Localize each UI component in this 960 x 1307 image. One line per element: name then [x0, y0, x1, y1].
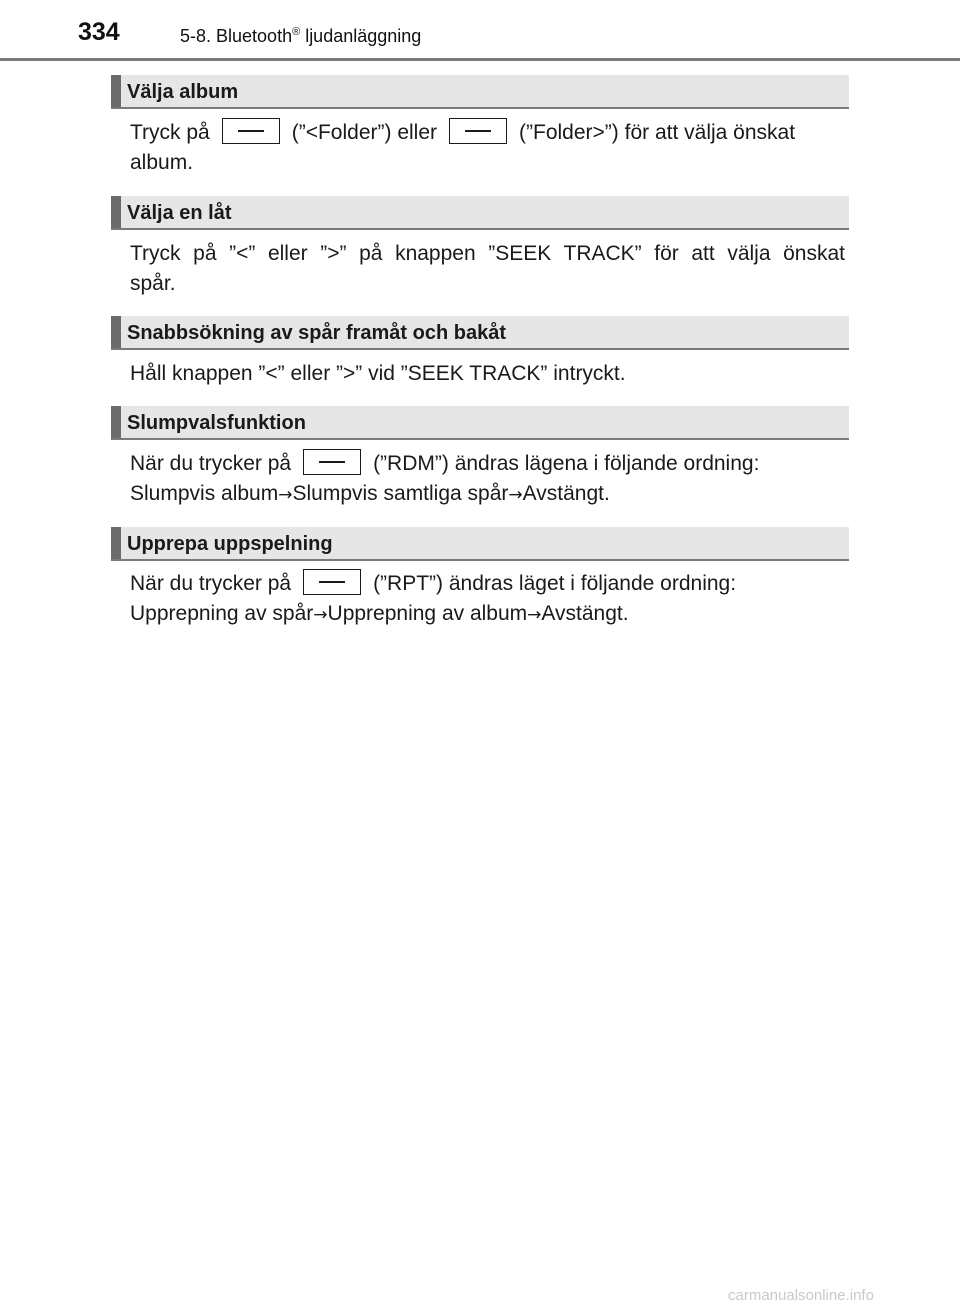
section-title: Upprepa uppspelning	[127, 533, 333, 555]
paragraph-seek	[130, 359, 845, 389]
page-header	[0, 0, 960, 62]
text-line: spår.	[130, 272, 176, 295]
text-line: Tryck på ”<” eller ”>” på knappen ”SEEK TRACK” för att välja önskat	[130, 242, 845, 265]
text-line: album.	[130, 151, 194, 174]
text-line: Slumpvis album→Slumpvis samtliga spår→Avstängt.	[130, 482, 610, 505]
section-heading-repeat	[111, 527, 849, 561]
button-symbol-folder-down	[222, 118, 280, 144]
watermark: carmanualsonline.info	[728, 1287, 874, 1304]
chapter-title: 5-8. Bluetooth® ljudanläggning	[180, 26, 422, 46]
section-title: Välja en låt	[127, 202, 232, 224]
button-symbol-folder-up	[449, 118, 507, 144]
section-heading-album	[111, 75, 849, 109]
paragraph-track	[130, 239, 845, 299]
section-heading-random	[111, 406, 849, 440]
arrow-icon: →	[527, 605, 542, 625]
section-title: Slumpvalsfunktion	[127, 412, 306, 434]
text-line: När du trycker på (”RDM”) ändras lägena i följande ordning:	[130, 449, 845, 479]
text-line: Håll knappen ”<” eller ”>” vid ”SEEK TRACK” intryckt.	[130, 362, 626, 385]
paragraph-repeat	[130, 569, 845, 630]
text-line: Upprepning av spår→Upprepning av album→Avstängt.	[130, 602, 629, 625]
paragraph-album	[130, 118, 845, 178]
section-title: Välja album	[127, 81, 239, 103]
arrow-icon: →	[313, 605, 328, 625]
header-rule	[0, 58, 960, 61]
button-symbol-rpt	[303, 569, 361, 595]
paragraph-random	[130, 449, 845, 510]
section-heading-seek	[111, 316, 849, 350]
arrow-icon: →	[278, 485, 293, 505]
section-heading-track	[111, 196, 849, 230]
section-title: Snabbsökning av spår framåt och bakåt	[127, 322, 506, 344]
text-line: Tryck på (”<Folder”) eller (”Folder>”) för att välja önskat	[130, 118, 845, 148]
button-symbol-rdm	[303, 449, 361, 475]
page-number: 334	[78, 18, 120, 46]
arrow-icon: →	[508, 485, 523, 505]
text-line: När du trycker på (”RPT”) ändras läget i följande ordning:	[130, 569, 845, 599]
